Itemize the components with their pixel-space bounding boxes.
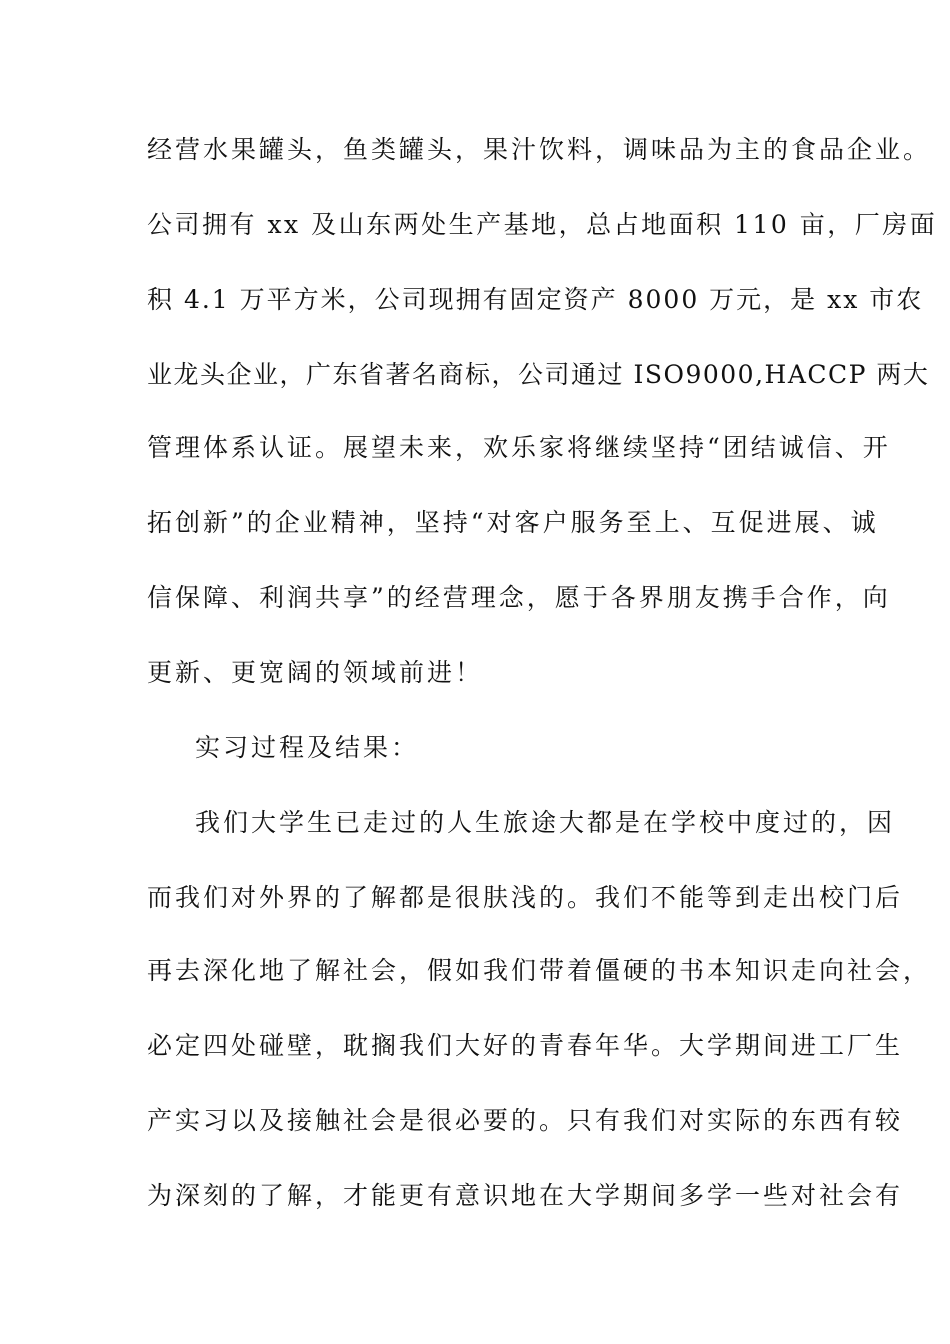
- text-line: 管理体系认证。展望未来，欢乐家将继续坚持“团结诚信、开: [147, 433, 891, 462]
- text-line: 更新、更宽阔的领域前进！: [147, 658, 484, 687]
- text-line: 产实习以及接触社会是很必要的。只有我们对实际的东西有较: [147, 1106, 904, 1135]
- text-line: 为深刻的了解，才能更有意识地在大学期间多学一些对社会有: [147, 1181, 904, 1210]
- text-line: 经营水果罐头，鱼类罐头，果汁饮料，调味品为主的食品企业。: [147, 135, 932, 164]
- text-line: 再去深化地了解社会，假如我们带着僵硬的书本知识走向社会，: [147, 956, 932, 985]
- text-line: 公司拥有 xx 及山东两处生产基地，总占地面积 110 亩，厂房面: [147, 210, 938, 239]
- text-line: 我们大学生已走过的人生旅途大都是在学校中度过的，因: [195, 808, 896, 837]
- text-line: 而我们对外界的了解都是很肤浅的。我们不能等到走出校门后: [147, 883, 904, 912]
- section-heading: 实习过程及结果：: [195, 733, 420, 762]
- text-line: 信保障、利润共享”的经营理念，愿于各界朋友携手合作，向: [147, 583, 891, 612]
- text-line: 积 4.1 万平方米，公司现拥有固定资产 8000 万元，是 xx 市农: [147, 285, 924, 314]
- text-line: 必定四处碰壁，耽搁我们大好的青春年华。大学期间进工厂生: [147, 1031, 904, 1060]
- text-line: 拓创新”的企业精神，坚持“对客户服务至上、互促进展、诚: [147, 508, 879, 537]
- text-line: 业龙头企业，广东省著名商标，公司通过 ISO9000,HACCP 两大: [147, 360, 930, 389]
